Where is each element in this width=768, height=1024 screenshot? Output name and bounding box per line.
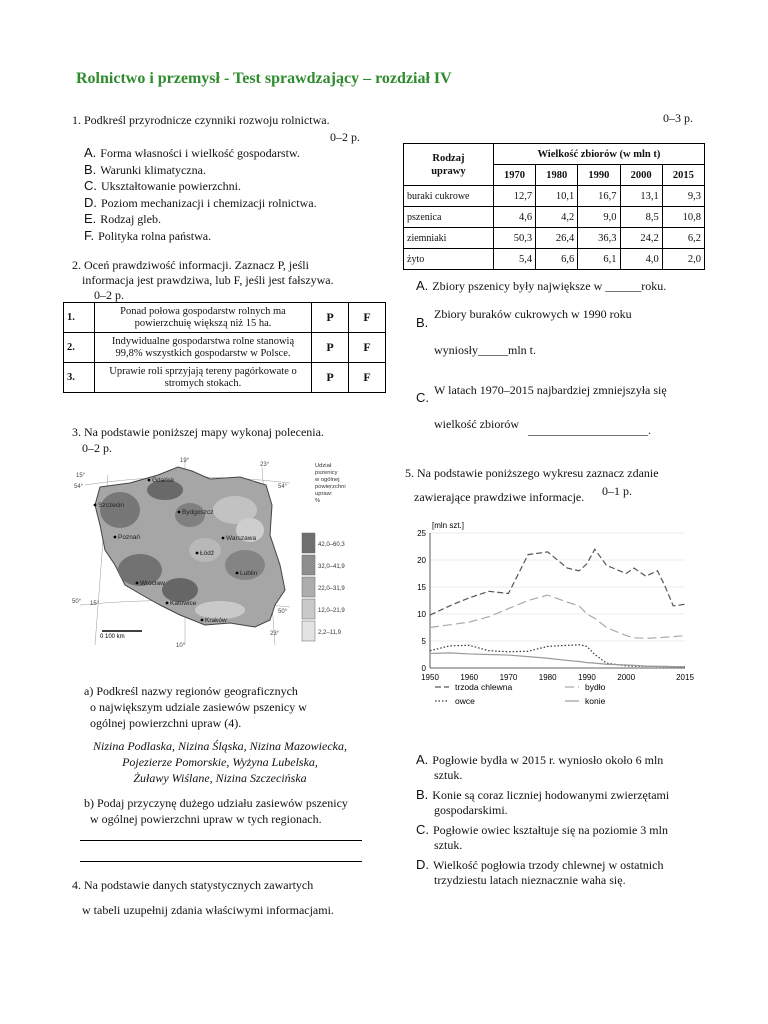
crop-header: Rodzaj uprawy [404, 144, 494, 186]
y-tick-label: 10 [417, 610, 426, 619]
tf-row: 1. Ponad połowa gospodarstw rolnych ma powierzchuię większą niż 15 ha. P F [64, 303, 386, 333]
livestock-chart [405, 518, 700, 718]
city-dot [201, 619, 204, 622]
city-label: Szczecin [98, 502, 125, 509]
city-label: Kraków [205, 617, 227, 624]
series-line-1 [430, 595, 685, 638]
legend-label: 12,0–21,9 [318, 608, 345, 614]
y-tick-label: 5 [421, 637, 426, 646]
city-dot [222, 537, 225, 540]
city-label: Lublin [240, 570, 258, 577]
degree-label: 23° [260, 462, 270, 468]
degree-label: 15° [76, 473, 86, 479]
q4-option-b-line-2: wyniosły_____mln t. [434, 343, 537, 357]
q5-line-1: 5. Na podstawie poniższego wykresu zaznacz zdanie [405, 466, 659, 480]
legend-label: 2,2–11,9 [318, 630, 341, 636]
q1-points: 0–2 p. [330, 130, 360, 144]
q1-option[interactable]: D. Poziom mechanizacji i chemizacji rolnictwa. [84, 194, 317, 210]
x-tick-label: 1950 [421, 673, 439, 682]
q5-option[interactable]: C. Pogłowie owiec kształtuje się na poziomie 3 mln [416, 822, 668, 837]
x-tick-label: 2015 [676, 673, 694, 682]
series-line-2 [430, 645, 685, 667]
city-dot [196, 552, 199, 555]
q1-option[interactable]: A. Forma własności i wielkość gospodarstw. [84, 145, 300, 160]
degree-label: 54° [74, 484, 84, 490]
q3a-line-2: o największym udziale zasiewów pszenicy w [90, 700, 307, 714]
city-dot [166, 602, 169, 605]
city-label: Katowice [170, 600, 197, 607]
series-line-0 [430, 549, 685, 615]
q5-line-2: zawierające prawdziwe informacje. [414, 490, 585, 504]
city-dot [94, 504, 97, 507]
q4-option-c-line-2: wielkość zbiorów [434, 417, 519, 431]
q2-prompt-2: informacja jest prawdziwa, lub F, jeśli jest fałszywa. [82, 273, 334, 287]
legend-swatch [302, 555, 315, 575]
q5-points: 0–1 p. [602, 484, 632, 498]
y-axis-label: [mln szt.] [432, 521, 465, 530]
wheat-share-map [70, 455, 370, 650]
legend-entry: bydło [585, 682, 606, 692]
city-dot [236, 572, 239, 575]
map-scale: 0 100 km [100, 634, 125, 640]
city-dot [114, 536, 117, 539]
q5-option[interactable]: A. Pogłowie bydła w 2015 r. wyniosło około 6 mln [416, 752, 664, 767]
legend-label: 42,0–60,3 [318, 542, 345, 548]
answer-line-1[interactable] [80, 840, 362, 841]
tf-row: 2. Indywidualne gospodarstwa rolne stanowią 99,8% wszystkich gospodarstw w Polsce. P F [64, 333, 386, 363]
degree-label: 50° [72, 599, 82, 605]
q5-option[interactable]: B. Konie są coraz liczniej hodowanymi zwierzętami [416, 787, 670, 802]
q3-points: 0–2 p. [82, 441, 112, 455]
legend-swatch [302, 577, 315, 597]
legend-title: w ogólnej [315, 477, 340, 483]
legend-swatch [302, 599, 315, 619]
legend-entry: owce [455, 696, 475, 706]
q5-option-line-2: sztuk. [434, 768, 463, 782]
legend-entry: konie [585, 696, 606, 706]
legend-swatch [302, 533, 315, 553]
page-title: Rolnictwo i przemysł - Test sprawdzający – rozdział IV [76, 70, 452, 87]
y-tick-label: 20 [417, 556, 426, 565]
y-tick-label: 15 [417, 583, 426, 592]
legend-title: Udział [315, 463, 332, 469]
true-cell[interactable]: P [312, 333, 349, 363]
q4-option-a[interactable]: A. Zbiory pszenicy były największe w ______roku. [416, 278, 667, 293]
city-label: Poznań [118, 534, 141, 541]
answer-line-2[interactable] [80, 861, 362, 862]
true-cell[interactable]: P [312, 303, 349, 333]
year-header: 1990 [578, 165, 620, 186]
q3b-line-2: w ogólnej powierzchni upraw w tych regionach. [90, 812, 322, 826]
legend-entry: trzoda chlewna [455, 682, 513, 692]
regions-line-1[interactable]: Nizina Podlaska, Nizina Śląska, Nizina Mazowiecka, [93, 739, 347, 753]
y-tick-label: 0 [421, 664, 426, 673]
regions-line-3[interactable]: Żuławy Wiślane, Nizina Szczecińska [133, 771, 307, 785]
crop-row: ziemniaki 50,3 26,4 36,3 24,2 6,2 [404, 228, 705, 249]
q4-line-1: 4. Na podstawie danych statystycznych zawartych [72, 878, 314, 892]
year-header: 1970 [493, 165, 535, 186]
q2-points: 0–2 p. [94, 288, 124, 302]
tf-row: 3. Uprawie roli sprzyjają tereny pagórkowate o stromych stokach. P F [64, 363, 386, 393]
x-tick-label: 1980 [538, 673, 557, 682]
q5-option-line-2: trzydziestu latach nieznacznie waha się. [434, 873, 626, 887]
q5-option[interactable]: D. Wielkość pogłowia trzody chlewnej w ostatnich [416, 857, 664, 872]
city-label: Warszawa [226, 535, 257, 542]
false-cell[interactable]: F [349, 363, 386, 393]
year-header: 2015 [662, 165, 704, 186]
crop-table [403, 143, 705, 270]
q3a-line-3: ogólnej powierzchni upraw (4). [90, 716, 242, 730]
x-tick-label: 1990 [578, 673, 596, 682]
x-tick-label: 1970 [499, 673, 518, 682]
q5-option-line-2: gospodarskimi. [434, 803, 508, 817]
q1-option[interactable]: B. Warunki klimatyczna. [84, 161, 206, 177]
city-label: Wrocław [140, 580, 165, 587]
q2-prompt-1: 2. Oceń prawdziwość informacji. Zaznacz P, jeśli [72, 258, 309, 272]
q4-option-c-line-1: W latach 1970–2015 najbardziej zmniejszyła się [434, 383, 667, 397]
degree-label: 10° [176, 643, 186, 649]
q4-option-b-line-1: Zbiory buraków cukrowych w 1990 roku [434, 307, 632, 321]
regions-line-2[interactable]: Pojezierze Pomorskie, Wyżyna Lubelska, [122, 755, 318, 769]
legend-title: pszenicy [315, 470, 338, 476]
q3-prompt: 3. Na podstawie poniższej mapy wykonaj polecenia. [72, 425, 324, 439]
q1-option[interactable]: F. Polityka rolna państwa. [84, 227, 212, 243]
degree-label: 15° [90, 601, 100, 607]
q1-option[interactable]: C. Ukształtowanie powierzchni. [84, 178, 241, 193]
true-false-table [63, 302, 386, 393]
year-header: 1980 [536, 165, 578, 186]
degree-label: 54° [278, 484, 288, 490]
legend-label: 22,0–31,9 [318, 586, 345, 592]
legend-label: 32,0–41,9 [318, 564, 345, 570]
city-label: Bydgoszcz [182, 509, 214, 516]
legend-title: powierzchni [315, 484, 346, 490]
x-tick-label: 1960 [460, 673, 479, 682]
crop-row: żyto 5,4 6,6 6,1 4,0 2,0 [404, 249, 705, 270]
false-cell[interactable]: F [349, 333, 386, 363]
city-label: Łódź [200, 550, 215, 557]
q4-option-b-letter[interactable]: B. [416, 315, 429, 330]
q5-option-line-2: sztuk. [434, 838, 463, 852]
q4-option-c-blank[interactable]: ____________________. [528, 423, 651, 437]
q3a-line-1: a) Podkreśl nazwy regionów geograficznych [84, 684, 298, 698]
legend-title: upraw: [315, 491, 333, 497]
y-tick-label: 25 [417, 529, 426, 538]
degree-label: 19° [180, 458, 190, 464]
legend-swatch [302, 621, 315, 641]
q4-points: 0–3 p. [663, 111, 693, 125]
crop-row: pszenica 4,6 4,2 9,0 8,5 10,8 [404, 207, 705, 228]
q3b-line-1: b) Podaj przyczynę dużego udziału zasiewów pszenicy [84, 796, 348, 810]
q1-prompt: 1. Podkreśl przyrodnicze czynniki rozwoju rolnictwa. [72, 113, 330, 127]
q4-option-c-letter[interactable]: C. [416, 390, 429, 405]
series-line-3 [430, 653, 685, 667]
year-header: 2000 [620, 165, 662, 186]
degree-label: 50° [278, 609, 288, 615]
degree-label: 23° [270, 631, 280, 637]
q1-option[interactable]: E. Rodzaj gleb. [84, 211, 161, 226]
legend-title: % [315, 498, 321, 504]
false-cell[interactable]: F [349, 303, 386, 333]
city-dot [136, 582, 139, 585]
q4-line-2: w tabeli uzupełnij zdania właściwymi informacjami. [82, 903, 334, 917]
city-dot [178, 511, 181, 514]
city-dot [148, 479, 151, 482]
true-cell[interactable]: P [312, 363, 349, 393]
harvest-header: Wielkość zbiorów (w mln t) [493, 144, 704, 165]
crop-row: buraki cukrowe 12,7 10,1 16,7 13,1 9,3 [404, 186, 705, 207]
x-tick-label: 2000 [617, 673, 636, 682]
city-label: Gdańsk [152, 477, 175, 484]
